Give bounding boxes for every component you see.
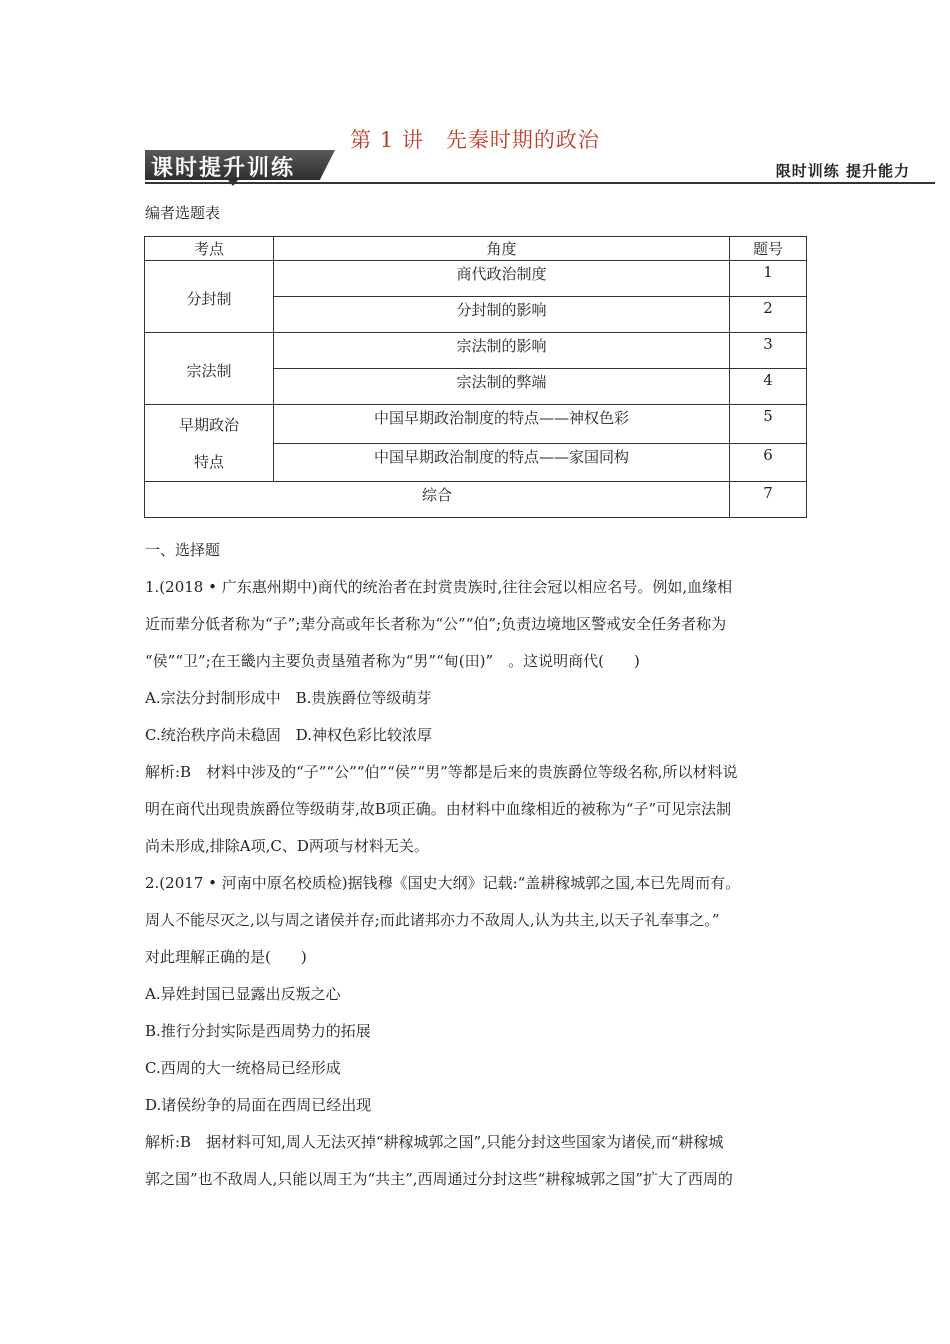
number-cell: 1 <box>730 261 807 297</box>
angle-cell: 分封制的影响 <box>274 297 730 333</box>
angle-cell: 商代政治制度 <box>274 261 730 297</box>
analysis-line: 解析:B 材料中涉及的“子”“公”“伯”“侯”“男”等都是后来的贵族爵位等级名称,所以材料说 <box>145 763 738 781</box>
number-cell: 5 <box>730 405 807 444</box>
table-row <box>145 261 807 297</box>
section-heading: 一、选择题 <box>145 541 221 559</box>
table-row <box>145 405 807 444</box>
table-caption: 编者选题表 <box>145 204 221 222</box>
angle-cell: 宗法制的弊端 <box>274 369 730 405</box>
answer-option-b: B.推行分封实际是西周势力的拓展 <box>145 1022 371 1040</box>
header-number: 题号 <box>730 237 807 261</box>
page-title: 第 1 讲 先秦时期的政治 <box>350 128 600 152</box>
question-stem-line: 1.(2018 • 广东惠州期中)商代的统治者在封赏贵族时,往往会冠以相应名号。例如,血缘相 <box>145 578 733 596</box>
question-stem-line: “侯”“卫”;在王畿内主要负责垦殖者称为“男”“甸(田)” 。这说明商代( ) <box>145 652 640 670</box>
answer-option-c: C.西周的大一统格局已经形成 <box>145 1059 341 1077</box>
answer-option-d: D.诸侯纷争的局面在西周已经出现 <box>145 1096 372 1114</box>
topic-line: 早期政治 <box>178 416 239 434</box>
banner-label: 课时提升训练 <box>151 156 296 181</box>
header-topic: 考点 <box>145 237 274 261</box>
number-cell: 2 <box>730 297 807 333</box>
analysis-line: 解析:B 据材料可知,周人无法灭掉“耕稼城郭之国”,只能分封这些国家为诸侯,而“耕稼城 <box>145 1133 724 1151</box>
table-header-row <box>145 237 807 261</box>
topic-cell: 宗法制 <box>145 333 274 405</box>
angle-cell: 中国早期政治制度的特点——家国同构 <box>274 443 730 482</box>
analysis-line: 明在商代出现贵族爵位等级萌芽,故B项正确。由材料中血缘相近的被称为“子”可见宗法制 <box>145 800 732 818</box>
question-stem-line: 对此理解正确的是( ) <box>145 948 307 966</box>
summary-number: 7 <box>730 482 807 518</box>
number-cell: 6 <box>730 443 807 482</box>
answer-options: C.统治秩序尚未稳固 D.神权色彩比较浓厚 <box>145 726 432 744</box>
angle-cell: 中国早期政治制度的特点——神权色彩 <box>274 405 730 444</box>
number-cell: 4 <box>730 369 807 405</box>
table-summary-row <box>145 482 807 518</box>
question-stem-line: 近而辈分低者称为“子”;辈分高或年长者称为“公”“伯”;负责边境地区警戒安全任务者称为 <box>145 615 727 633</box>
header-angle: 角度 <box>274 237 730 261</box>
section-banner <box>145 150 345 182</box>
topic-cell <box>145 405 274 482</box>
banner-notch <box>228 180 238 186</box>
question-content <box>145 532 815 1198</box>
analysis-line: 郭之国”也不敌周人,只能以周王为“共主”,西周通过分封这些“耕稼城郭之国”扩大了西周的 <box>145 1170 733 1188</box>
topic-cell: 分封制 <box>145 261 274 333</box>
topic-table <box>144 236 807 518</box>
number-cell: 3 <box>730 333 807 369</box>
question-stem-line: 周人不能尽灭之,以与周之诸侯并存;而此诸邦亦力不敌周人,认为共主,以天子礼奉事之。” <box>145 911 720 929</box>
banner-tagline: 限时训练 提升能力 <box>775 162 910 180</box>
topic-line: 特点 <box>193 453 224 471</box>
answer-option-a: A.异姓封国已显露出反叛之心 <box>145 985 341 1003</box>
banner-divider <box>145 182 935 184</box>
question-stem-line: 2.(2017 • 河南中原名校质检)据钱穆《国史大纲》记载:“盖耕稼城郭之国,本已先周而有。 <box>145 874 741 892</box>
table-row <box>145 333 807 369</box>
answer-options: A.宗法分封制形成中 B.贵族爵位等级萌芽 <box>145 689 432 707</box>
angle-cell: 宗法制的影响 <box>274 333 730 369</box>
summary-label: 综合 <box>145 482 730 518</box>
analysis-line: 尚未形成,排除A项,C、D两项与材料无关。 <box>145 837 429 855</box>
